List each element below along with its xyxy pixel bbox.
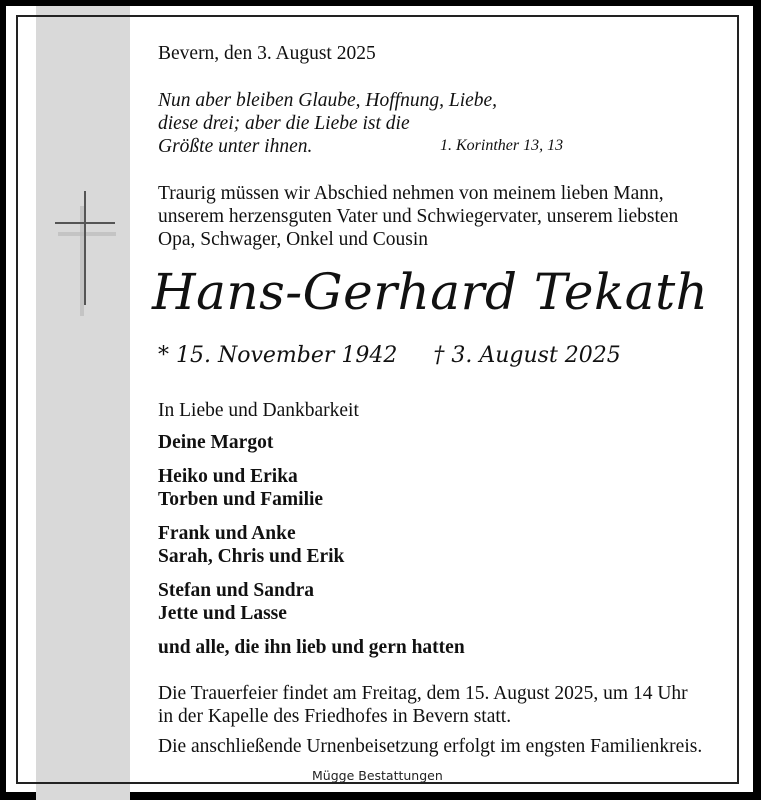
verse-line: Größte unter ihnen. xyxy=(158,136,313,157)
mourner-line: Stefan und Sandra xyxy=(158,580,315,601)
mourner-line: Heiko und Erika xyxy=(158,466,298,487)
closing-phrase: In Liebe und Dankbarkeit xyxy=(158,400,359,421)
birth-date: * 15. November 1942 xyxy=(158,343,398,368)
deceased-name: Hans-Gerhard Tekath xyxy=(152,263,709,321)
verse-reference: 1. Korinther 13, 13 xyxy=(440,137,564,154)
funeral-home: Mügge Bestattungen xyxy=(312,768,443,783)
mourner-line: Sarah, Chris und Erik xyxy=(158,546,345,567)
mourner-line: Deine Margot xyxy=(158,432,274,453)
place-date: Bevern, den 3. August 2025 xyxy=(158,43,376,64)
service-line: Die Trauerfeier findet am Freitag, dem 15. August 2025, um 14 Uhr xyxy=(158,683,688,704)
intro-line: Traurig müssen wir Abschied nehmen von meinem lieben Mann, xyxy=(158,183,664,204)
mourner-line: und alle, die ihn lieb und gern hatten xyxy=(158,637,465,658)
intro-line: Opa, Schwager, Onkel und Cousin xyxy=(158,229,429,250)
death-date: † 3. August 2025 xyxy=(433,343,621,368)
intro-line: unserem herzensguten Vater und Schwiegervater, unserem liebsten xyxy=(158,206,679,227)
service-line: in der Kapelle des Friedhofes in Bevern statt. xyxy=(158,706,512,727)
mourner-line: Torben und Familie xyxy=(158,489,324,510)
mourner-line: Jette und Lasse xyxy=(158,603,287,624)
verse-line: diese drei; aber die Liebe ist die xyxy=(158,113,410,134)
life-dates xyxy=(158,342,621,370)
burial-note: Die anschließende Urnenbeisetzung erfolgt im engsten Familienkreis. xyxy=(158,736,703,757)
mourner-line: Frank und Anke xyxy=(158,523,296,544)
cross-icon xyxy=(50,186,120,326)
verse-line: Nun aber bleiben Glaube, Hoffnung, Liebe, xyxy=(158,90,498,111)
